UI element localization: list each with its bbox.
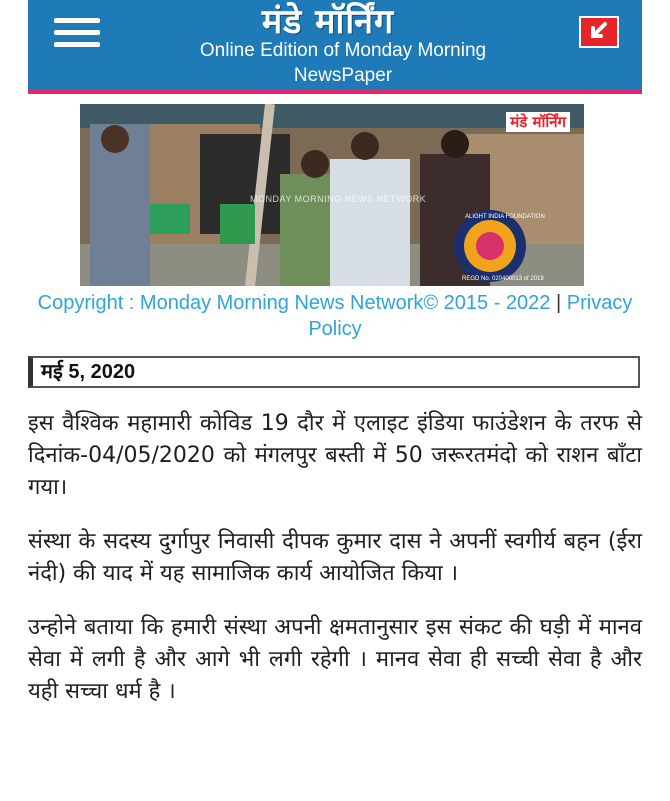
article-body (28, 408, 642, 730)
article-paragraph: उन्होने बताया कि हमारी संस्था अपनी क्षमतानुसार इस संकट की घड़ी में मानव सेवा में लगी है और आगे भी लगी रहेगी । मानव सेवा ही सच्ची सेवा है और यही सच्चा धर्म है । (28, 615, 642, 704)
seal-title: ALIGHT INDIA FOUNDATION (465, 214, 545, 220)
copyright-notice (30, 290, 640, 342)
article-paragraph: इस वैश्विक महामारी कोविड 19 दौर में एलाइट इंडिया फाउंडेशन के तरफ से दिनांक-04/05/2020 को मंगलपुर बस्ती में 50 जरूरतमंदो को राशन बाँटा गया। (28, 411, 642, 500)
hamburger-menu-icon[interactable] (54, 18, 100, 48)
article-paragraph: संस्था के सदस्य दुर्गापुर निवासी दीपक कुमार दास ने अपनीं स्वगीर्य बहन (ईरा नंदी) की याद में यह सामाजिक कार्य आयोजित किया । (28, 529, 642, 586)
site-logo[interactable]: मंडे मॉर्निंग (261, 2, 395, 42)
privacy-policy-link[interactable]: Privacy Policy (308, 292, 633, 340)
site-header (28, 0, 642, 94)
featured-photo[interactable] (80, 104, 584, 286)
site-tagline: Online Edition of Monday Morning (199, 40, 487, 61)
seal-registration: REGD No. 020400013 of 2019 (462, 276, 544, 282)
site-tagline-line2: NewsPaper (293, 65, 393, 86)
copyright-link[interactable]: Copyright : Monday Morning News Network© 2015 - 2022 (37, 292, 551, 314)
arrow-down-left-icon[interactable] (579, 16, 619, 48)
photo-watermark: MONDAY MORNING NEWS NETWORK (250, 194, 427, 204)
separator: | (555, 292, 562, 314)
post-date: मई 5, 2020 (28, 356, 640, 388)
photo-brand-overlay: मंडे मॉर्निंग (506, 112, 570, 132)
